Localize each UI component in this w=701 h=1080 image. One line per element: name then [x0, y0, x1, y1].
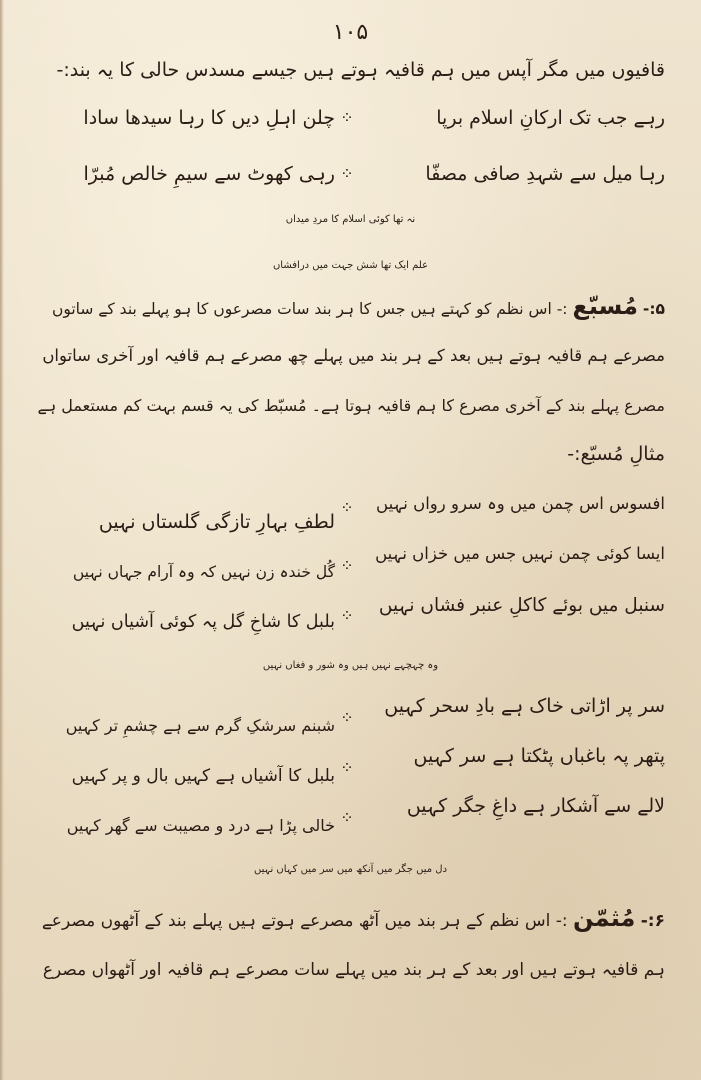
couplet-separator: ⁘: [340, 808, 354, 827]
page-edge-shadow: [0, 0, 4, 1080]
musabba-s1-line-2-right: ایسا کوئی چمن نہیں جس میں خزاں نہیں: [375, 544, 665, 563]
musabba-s2-line-2-left: بلبل کا آشیاں ہے کہیں بال و پر کہیں: [71, 766, 335, 786]
musaddas-couplet-2-left: رہی کھوٹ سے سیمِ خالص مُبرّا: [83, 163, 335, 185]
section-5-first-line: ۵:- مُسبّع :- اس نظم کو کہتے ہیں جس کا ہر بند سات مصرعوں کا ہو پہلے بند کے ساتوں: [51, 292, 665, 320]
couplet-separator: ⁘: [340, 556, 354, 575]
section-5-line-1: اس نظم کو کہتے ہیں جس کا ہر بند سات مصرعوں کا ہو پہلے بند کے ساتوں: [51, 300, 552, 318]
musabba-s1-line-1-right: افسوس اس چمن میں وہ سرو رواں نہیں: [376, 494, 665, 513]
musaddas-closing-2: علم ایک تھا شش جہت میں درافشاں: [272, 260, 429, 271]
musabba-s2-closing: دل میں جگر میں آنکھ میں سر میں کہاں نہیں: [253, 864, 448, 875]
couplet-separator: ⁘: [340, 108, 354, 127]
musaddas-closing-1: نہ تھا کوئی اسلام کا مردِ میداں: [285, 214, 416, 225]
musabba-s2-line-1-right: سر پر اڑاتی خاک ہے بادِ سحر کہیں: [384, 695, 665, 717]
musaddas-couplet-1-right: رہے جب تک ارکانِ اسلام برپا: [436, 107, 665, 129]
intro-line: قافیوں میں مگر آپس میں ہم قافیہ ہوتے ہیں جیسے مسدس حالی کا یہ بند:-: [56, 59, 665, 81]
couplet-separator: ⁘: [340, 498, 354, 517]
section-6-line-1: اس نظم کے ہر بند میں آٹھ مصرعے ہوتے ہیں پہلے بند کے آٹھوں مصرعے: [41, 911, 551, 931]
musabba-s1-line-2-left: گُل خندہ زن نہیں کہ وہ آرام جہاں نہیں: [72, 563, 335, 581]
couplet-separator: ⁘: [340, 606, 354, 625]
couplet-separator: ⁘: [340, 164, 354, 183]
section-5-example-label: مثالِ مُسبّع:-: [567, 443, 665, 465]
musabba-s1-line-3-right: سنبل میں بوئے کاکلِ عنبر فشاں نہیں: [378, 595, 665, 616]
musabba-s1-line-3-left: بلبل کا شاخِ گل پہ کوئی آشیاں نہیں: [71, 612, 335, 632]
musabba-s2-line-2-right: پتھر پہ باغباں پٹکتا ہے سر کہیں: [413, 745, 665, 767]
musabba-s2-line-3-right: لالے سے آشکار ہے داغِ جگر کہیں: [406, 795, 665, 817]
section-6-term: مُثمّن: [573, 904, 636, 932]
couplet-separator: ⁘: [340, 708, 354, 727]
musabba-s1-line-1-left: لطفِ بہارِ تازگی گلستاں نہیں: [98, 511, 335, 533]
section-5-line-3: مصرع پہلے بند کے آخری مصرع کا ہم قافیہ ہوتا ہے۔ مُسبّط کی یہ قسم بہت کم مستعمل ہے: [37, 396, 665, 415]
section-5-term: مُسبّع: [572, 292, 638, 320]
section-5-number: ۵:-: [642, 300, 665, 318]
section-6-line-2: ہم قافیہ ہوتے ہیں اور بعد کے ہر بند میں پہلے سات مصرعے ہم قافیہ اور آٹھواں مصرع: [42, 960, 665, 980]
musabba-s2-line-1-left: شبنم سرشکِ گرم سے ہے چشمِ تر کہیں: [65, 716, 335, 735]
musaddas-couplet-2-right: رہا میل سے شہدِ صافی مصفّا: [425, 163, 665, 185]
musabba-s1-closing: وہ چہچہے نہیں ہیں وہ شور و فغاں نہیں: [262, 660, 439, 671]
musaddas-couplet-1-left: چلن اہلِ دیں کا رہا سیدھا سادا: [83, 107, 335, 129]
section-5-line-2: مصرعے ہم قافیہ ہوتے ہیں بعد کے ہر بند میں پہلے چھ مصرعے ہم قافیہ اور آخری ساتواں: [42, 346, 665, 365]
couplet-separator: ⁘: [340, 758, 354, 777]
section-6-number: ۶:-: [640, 911, 665, 931]
page-number: ۱۰۵: [332, 20, 369, 45]
section-6-first-line: ۶:- مُثمّن :- اس نظم کے ہر بند میں آٹھ مصرعے ہوتے ہیں پہلے بند کے آٹھوں مصرعے: [41, 904, 665, 932]
musabba-s2-line-3-left: خالی پڑا ہے درد و مصیبت سے گھر کہیں: [66, 816, 335, 835]
